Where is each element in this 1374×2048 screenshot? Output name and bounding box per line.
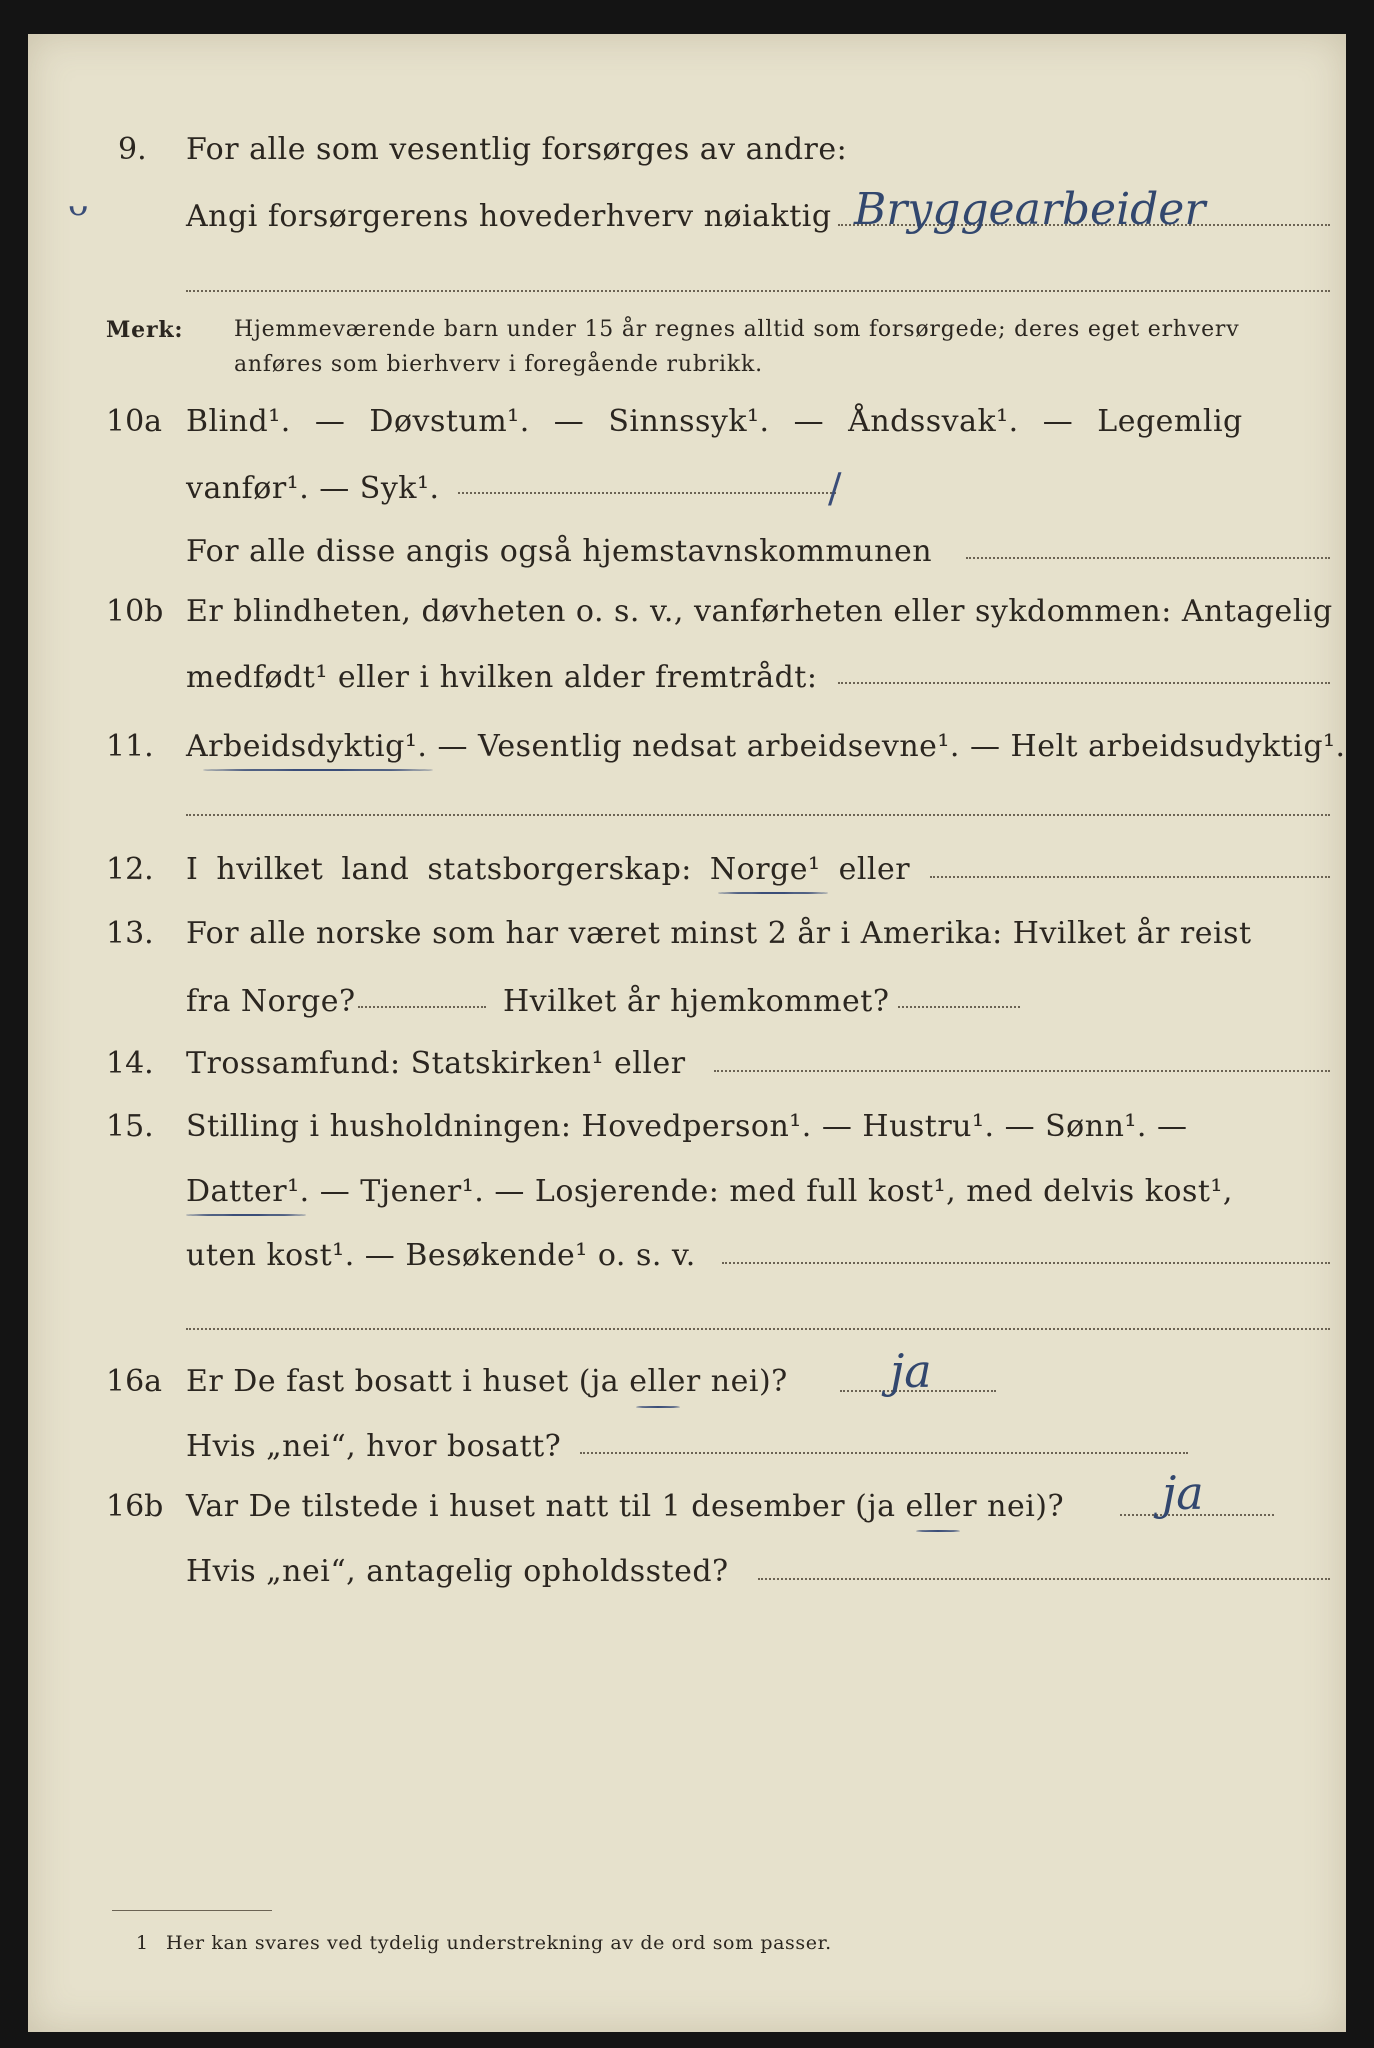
q13-line2a: fra Norge? [186,984,356,1019]
q12-answer-line [930,876,1330,878]
q14-number: 14. [106,1046,154,1081]
q10b-line1: Er blindheten, døvheten o. s. v., vanførheten eller sykdommen: Antagelig [186,594,1333,629]
q16b-line2: Hvis „nei“, antagelig opholdssted? [186,1554,729,1589]
q10a-line2: vanfør¹. — Syk¹. [186,471,440,506]
q15-number: 15. [106,1109,154,1144]
q12-pen-underline [718,892,828,894]
q10a-municipality-line [966,557,1330,559]
q16a-pen-underline [636,1406,680,1408]
q15-pen-underline [186,1214,306,1216]
q15-line2: Datter¹. — Tjener¹. — Losjerende: med full kost¹, med delvis kost¹, [186,1174,1233,1209]
q16a-line2: Hvis „nei“, hvor bosatt? [186,1429,562,1464]
q13-number: 13. [106,916,154,951]
q9-number: 9. [118,132,147,167]
q15-line3: uten kost¹. — Besøkende¹ o. s. v. [186,1238,696,1273]
check-mark: ᴗ [68,184,89,224]
merk-line1: Hjemmeværende barn under 15 år regnes alltid som forsørgede; deres eget erhverv [234,317,1240,342]
q13-return-year-line [898,1006,1020,1008]
q10a-line3: For alle disse angis også hjemstavnskommunen [186,534,933,569]
q9-line2: Angi forsørgerens hovederhverv nøiaktig [186,199,832,234]
q16b-handwritten-answer: ja [1162,1466,1204,1520]
pen-stroke: / [828,466,842,512]
q16b-number: 16b [106,1489,164,1524]
q16a-residence-line [580,1452,1188,1454]
q16b-pen-underline [916,1530,960,1532]
q10b-line2: medfødt¹ eller i hvilken alder fremtrådt: [186,660,818,695]
q14-answer-line [714,1070,1330,1072]
footnote-rule [112,1910,272,1911]
q10b-answer-line [838,682,1330,684]
q15-line1: Stilling i husholdningen: Hovedperson¹. — Hustru¹. — Sønn¹. — [186,1109,1188,1144]
q9-extra-line [186,290,1330,292]
census-form-page [28,34,1346,2032]
q16b-line1: Var De tilstede i huset natt til 1 desember (ja eller nei)? [186,1489,1065,1524]
merk-label: Merk: [106,317,184,343]
q15-extra-line [186,1328,1330,1330]
q10a-number: 10a [106,404,163,439]
q16a-handwritten-answer: ja [890,1344,932,1398]
q9-handwritten-answer: Bryggearbeider [854,184,1206,235]
q12-line1: I hvilket land statsborgerskap: Norge¹ eller [186,852,911,887]
q16b-location-line [758,1578,1330,1580]
q15-answer-line [722,1262,1330,1264]
q10a-line1: Blind¹. — Døvstum¹. — Sinnssyk¹. — Åndssvak¹. — Legemlig [186,404,1243,439]
q13-left-year-line [358,1006,486,1008]
q16a-line1: Er De fast bosatt i huset (ja eller nei)? [186,1364,788,1399]
q10b-number: 10b [106,594,164,629]
q10a-answer-line [458,492,836,494]
merk-line2: anføres som bierhverv i foregående rubrikk. [234,352,763,377]
q11-line1: Arbeidsdyktig¹. — Vesentlig nedsat arbeidsevne¹. — Helt arbeidsudyktig¹. [186,729,1346,764]
q11-number: 11. [106,729,154,764]
footnote-text: Her kan svares ved tydelig understrekning av de ord som passer. [166,1932,832,1954]
q16a-number: 16a [106,1364,163,1399]
q11-pen-underline [203,769,433,771]
footnote-mark: 1 [136,1932,149,1954]
q12-number: 12. [106,852,154,887]
q11-extra-line [186,814,1330,816]
q13-line1: For alle norske som har været minst 2 år i Amerika: Hvilket år reist [186,916,1252,951]
q9-line1: For alle som vesentlig forsørges av andre: [186,132,848,167]
q13-line2b: Hvilket år hjemkommet? [503,984,890,1019]
q14-line1: Trossamfund: Statskirken¹ eller [186,1046,686,1081]
